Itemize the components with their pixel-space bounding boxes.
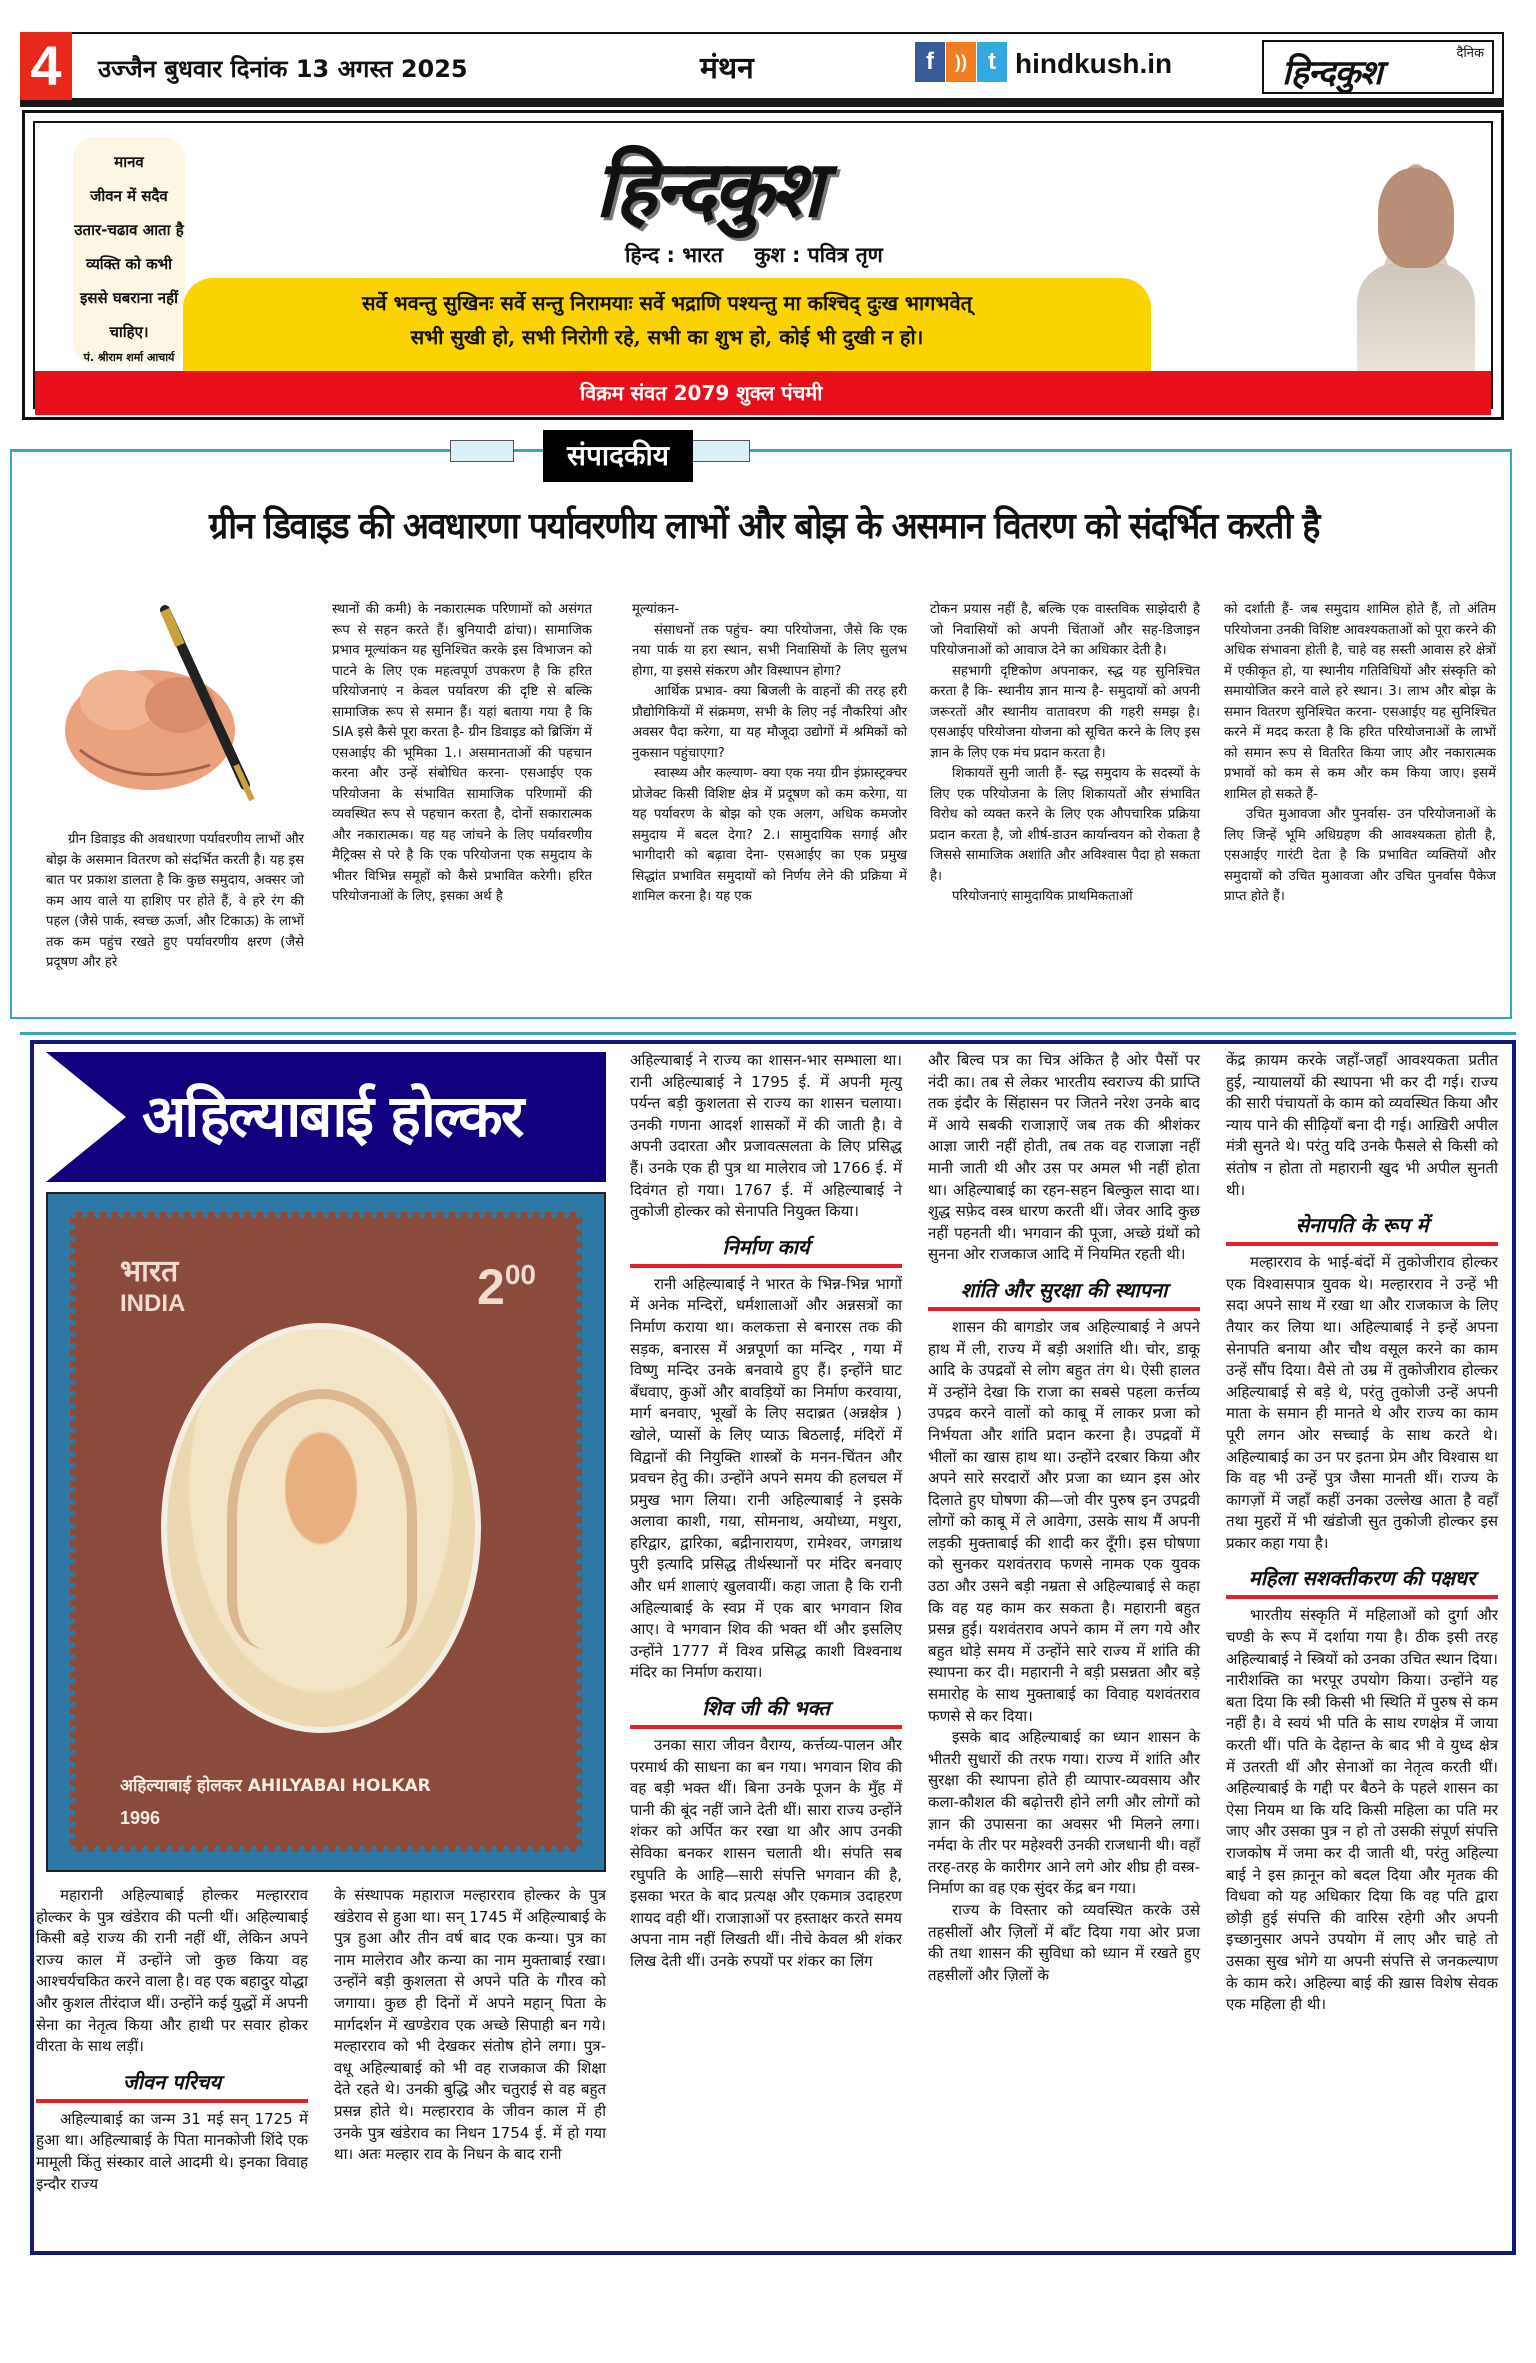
feature-column-5: [1226, 1050, 1498, 2016]
subhead-shanti-suraksha: शांति और सुरक्षा की स्थापना: [928, 1272, 1200, 1311]
quote-author: पं. श्रीराम शर्मा आचार्य: [83, 351, 175, 364]
paragraph: टोकन प्रयास नहीं है, बल्कि एक वास्तविक साझेदारी है जो निवासियों को अपनी चिंताओं और सह-डिजाइन परियोजनाओं को आवाज देने का अधिकार देती है।: [930, 602, 1200, 658]
subhead-mahila-sashaktikaran: महिला सशक्तीकरण की पक्षधर: [1226, 1560, 1498, 1599]
tab-decoration: [686, 440, 750, 462]
paragraph: इसके बाद अहिल्याबाई का ध्यान शासन के भीतरी सुधारों की तरफ गया। राज्य में शांति और सुरक्षा की स्थापना होते ही व्यापार-व्यवसाय और कला-कौशल की बढ़ोत्तरी होने लगी और लोगों को ज्ञान की उपासना का अवसर भी मिलने लगा। नर्मदा के तीर पर महेश्वरी उनकी राजधानी थी। वहाँ तरह-तरह के कारीगर आने लगे ओर शीघ्र ही वस्त्र-निर्माण का वह एक सुंदर केंद्र बन गया।: [928, 1728, 1200, 1898]
stamp-value-paise: 00: [504, 1259, 536, 1290]
rss-icon[interactable]: )): [946, 42, 976, 82]
paragraph: ग्रीन डिवाइड की अवधारणा पर्यावरणीय लाभों और बोझ के असमान वितरण को संदर्भित करती है। यह इस बात पर प्रकाश डालता है कि कुछ समुदाय, अक्सर जो कम आय वाले या हाशिए पर होते हैं, वे हरे रंग की पहल (जैसे पार्क, स्वच्छ ऊर्जा, और टिकाऊ) के लाभों तक कम पहुंच रखते हुए पर्यावरणीय क्षरण (जैसे प्रदूषण और हरे: [46, 832, 304, 970]
paragraph: और बिल्व पत्र का चित्र अंकित है ओर पैसों पर नंदी का। तब से लेकर भारतीय स्वराज्य की प्राप्ति तक इंदौर के सिंहासन पर जितने नरेश उनके बाद में आये सबकी राजाज्ञाऐं जब तक की श्रीशंकर आज्ञा जारी नहीं होती, तब तक वह राजाज्ञा नहीं मानी जाती थी और उस पर अमल भी नहीं होता था। अहिल्याबाई का रहन-सहन बिल्कुल सादा था। शुद्ध सफ़ेद वस्त्र धारण करती थीं। जेवर आदि कुछ नहीं पहनती थी। भगवान की पूजा, अच्छे ग्रंथों को सुनना ओर राजकाज आदि में नियमित रहती थी।: [928, 1051, 1200, 1264]
masthead-logo: हिन्दकुश: [595, 144, 821, 235]
founder-portrait: [1353, 153, 1479, 373]
feature-column-2: [334, 1885, 606, 2166]
quote-line: चाहिए।: [109, 323, 149, 341]
feature-column-4: [928, 1050, 1200, 1986]
portrait-body: [1357, 263, 1475, 371]
portrait-veil: [227, 1389, 417, 1649]
hand-writing-pen-icon: [40, 600, 270, 820]
paragraph: भारतीय संस्कृति में महिलाओं को दुर्गा और चण्डी के रूप में दर्शाया गया है। ठीक इसी तरह अहिल्याबाई ने स्त्रियों को उनका उचित स्थान दिया। नारीशक्ति का भरपूर उपयोग किया। उन्होंने यह बता दिया कि स्त्री किसी भी स्थिति में पुरुष से कम नहीं है। वे स्वयं भी पति के साथ रणक्षेत्र में जाया करती थीं। पति के देहान्त के बाद भी वे युध्द क्षेत्र में उतरती थीं और सेनाओं का नेतृत्व करती थीं। अहिल्याबाई के गद्दी पर बैठने के पहले शासन का ऐसा नियम था कि यदि किसी महिला का पति मर जाए और उसका पुत्र न हो तो उसकी संपूर्ण संपत्ति राजकोष में जमा कर दी जाती थी, परंतु अहिल्या बाई ने इस क़ानून को बदल दिया और मृतक की विधवा को यह अधिकार दिया कि वह पति द्वारा छोड़ी हुई संपत्ति की वारिस रहेगी और अपनी इच्छानुसार अपने उपयोग में लाए और चाहे तो उसका सुख भोगे या अपनी संपत्ति से जनकल्याण के काम करे। अहिल्या बाई की ख़ास विशेष सेवक एक महिला ही थी।: [1226, 1606, 1498, 2014]
paragraph: स्वास्थ्य और कल्याण- क्या एक नया ग्रीन इंफ्रास्ट्रक्चर प्रोजेक्ट किसी विशिष्ट क्षेत्र में प्रदूषण को कम करेगा, या यह पर्यावरण के बोझ को एक अलग, अधिक कमजोर समुदाय में बदल देगा? 2.। सामुदायिक सगाई और भागीदारी को बढ़ावा देना- एसआईए का एक प्रमुख सिद्धांत प्रभावित समुदायों को निर्णय लेने की प्रक्रिया में शामिल करना है। यह एक: [632, 766, 907, 904]
pen-cap: [165, 610, 180, 645]
paragraph: परियोजनाएं सामुदायिक प्राथमिकताओं: [952, 889, 1133, 904]
feature-column-3: [630, 1050, 902, 1973]
tab-decoration: [450, 440, 514, 462]
masthead: [22, 110, 1504, 420]
feature-column-1: [36, 1885, 308, 2195]
postage-stamp: [70, 1212, 582, 1852]
quote-line: मानव: [114, 153, 144, 171]
arrow-icon: [46, 1052, 126, 1182]
quote-line: जीवन में सदैव: [90, 187, 168, 205]
masthead-inner: [33, 121, 1493, 409]
paragraph: मूल्यांकन-: [632, 602, 680, 617]
editorial-column-2: [332, 600, 592, 908]
subhead-jeevan-parichay: जीवन परिचय: [36, 2064, 308, 2103]
stamp-country-english: INDIA: [120, 1290, 186, 1317]
social-links: [915, 42, 1007, 82]
editorial-column-5: [1224, 600, 1496, 908]
portrait-face: [1378, 168, 1454, 268]
stamp-year: 1996: [120, 1808, 161, 1828]
quote-line: उतार-चढाव आता है: [74, 221, 184, 239]
stamp-country-hindi: भारत: [120, 1254, 179, 1289]
paragraph: केंद्र क़ायम करके जहाँ-जहाँ आवश्यकता प्रतीत हुई, न्यायालयों की स्थापना भी कर दी गई। राज्य की सारी पंचायतों के काम को व्यवस्थित किया और न्याय पाने की सीढ़ियाँ बना दी गई। आख़िरी अपील मंत्री सुनते थे। परंतु यदि उनके फैसले से किसी को संतोष न होता तो महारानी खुद भी अपील सुनती थी।: [1226, 1051, 1498, 1199]
paragraph: अहिल्याबाई ने राज्य का शासन-भार सम्भाला था। रानी अहिल्याबाई ने 1795 ई. में अपनी मृत्यु पर्यन्त बड़ी कुशलता से राज्य का शासन चलाया। उनकी गणना आदर्श शासकों में की जाती है। वे अपनी उदारता और प्रजावत्सलता के लिए प्रसिद्ध हैं। उनके एक ही पुत्र था मालेराव जो 1766 ई. में दिवंगत हो गया। 1767 ई. में अहिल्याबाई ने तुकोजी होल्कर को सेनापति नियुक्त किया।: [630, 1051, 902, 1221]
samvat-band: [35, 371, 1491, 415]
editorial-column-3: [632, 600, 907, 908]
dateline: उज्जैन बुधवार दिनांक 13 अगस्त 2025: [98, 55, 468, 83]
shloka-sanskrit: सर्वे भवन्तु सुखिनः सर्वे सन्तु निरामयाः सर्वे भद्राणि पश्यन्तु मा कश्चिद् दुःख भागभवेत्: [361, 291, 973, 315]
header-rule: [20, 98, 1504, 107]
paragraph: महारानी अहिल्याबाई होल्कर मल्हारराव होल्कर के पुत्र खंडेराव की पत्नी थीं। अहिल्याबाई किसी बड़े राज्य की रानी नहीं थीं, लेकिन अपने राज्य काल में उन्होंने जो कुछ किया वह आश्चर्यचकित करने वाला है। वह एक बहादुर योद्धा और कुशल तीरंदाज थीं। उन्होंने कई युद्धों में अपनी सेना का नेतृत्व किया और हाथी पर सवार होकर वीरता के साथ लड़ीं।: [36, 1886, 308, 2056]
twitter-icon[interactable]: t: [977, 42, 1007, 82]
paragraph: राज्य के विस्तार को व्यवस्थित करके उसे तहसीलों और ज़िलों में बाँट दिया गया ओर प्रजा की तथा शासन की सुविधा को ध्यान में रखते हुए तहसीलों और ज़िलों के: [928, 1900, 1200, 1984]
website-link[interactable]: hindkush.in: [1015, 48, 1173, 79]
paragraph: को दर्शाती हैं- जब समुदाय शामिल होते हैं, तो अंतिम परियोजना उनकी विशिष्ट आवश्यकताओं को पूरा करने की अधिक संभावना होती है, चाहे वह सस्ती आवास हरे क्षेत्रों में एकीकृत हो, या स्थानीय गतिविधियों और संस्कृति को समायोजित करने वाले हरे स्थान। 3। लाभ और बोझ के समान वितरण सुनिश्चित करना- एसआईए यह सुनिश्चित करने में मदद करता है कि हरित परियोजनाओं के लाभों को समान रूप से वितरित किया जाए और नकारात्मक प्रभावों को कम से कम और कम किया जाए। इसमें शामिल हो सकते हैं-: [1224, 602, 1496, 802]
paragraph: आर्थिक प्रभाव- क्या बिजली के वाहनों की तरह हरी प्रौद्योगिकियों में संक्रमण, सभी के लिए नई नौकरियां और अवसर पैदा करेगा, या यह मौजूदा उद्योगों में श्रमिकों को नुकसान पहुंचाएगा?: [632, 684, 907, 761]
stamp-value-main: 2: [477, 1259, 505, 1315]
quote-line: व्यक्ति को कभी: [85, 255, 173, 273]
mini-logo: [1262, 40, 1494, 94]
paragraph: उनका सारा जीवन वैराग्य, कर्त्तव्य-पालन और परमार्थ की साधना का बन गया। भगवान शिव की वह बड़ी भक्त थीं। बिना उनके पूजन के मुँह में पानी की बूंद नहीं जाने देती थीं। सारा राज्य उन्होंने शंकर को अर्पित कर रखा था और आप उनकी सेविका बनकर शासन चलाती थी। संपति सब रघुपति के आहि—सारी संपत्ति भगवान की है, इसका भरत के बाद प्रत्यक्ष और एकमात्र उदाहरण शायद वही थीं। राजाज्ञाओं पर हस्ताक्षर करते समय अपना नाम नहीं लिखती थीं। नीचे केवल श्री शंकर लिख देती थीं। उनके रुपयों पर शंकर का लिंग: [630, 1736, 902, 1970]
paragraph: स्थानों की कमी) के नकारात्मक परिणामों को असंगत रूप से सहन करते हैं। बुनियादी ढांचा)। सामाजिक प्रभाव मूल्यांकन यह सुनिश्चित करके इस विभाजन को पाटने के लिए एक महत्वपूर्ण उपकरण है कि हरित परियोजनाएं न केवल पर्यावरण की दृष्टि से बल्कि सामाजिक रूप से समान हैं। यहां बताया गया है कि SIA इसे कैसे पूरा करता है- ग्रीन डिवाइड को ब्रिजिंग में एसआईए की भूमिका 1.। असमानताओं की पहचान करना और उन्हें संबोधित करना- एसआईए एक परियोजना के संभावित सामाजिक परिणामों की व्यवस्थित रूप से पहचान करता है, दोनों सकारात्मक और नकारात्मक। यह यह जांचने के लिए पर्यावरणीय मैट्रिक्स से परे है कि एक परियोजना एक समुदाय के भीतर विभिन्न समूहों को कैसे प्रभावित करेगी। हरित परियोजनाओं के लिए, इसका अर्थ है: [332, 602, 592, 904]
subhead-shiv-bhakt: शिव जी की भक्त: [630, 1690, 902, 1729]
page-number: 4: [20, 32, 72, 100]
paragraph: उचित मुआवजा और पुनर्वास- उन परियोजनाओं के लिए जिन्हें भूमि अधिग्रहण की आवश्यकता होती है, एसआईए गारंटी देता है कि प्रभावित व्यक्तियों और समुदायों को उचित मुआवजा और उचित पुनर्वास पैकेज प्राप्त होते हैं।: [1224, 807, 1496, 904]
feature-title: अहिल्याबाई होल्कर: [142, 1082, 523, 1150]
shloka-band: [183, 278, 1151, 372]
mini-logo-name: हिन्दकुश: [1282, 53, 1382, 93]
editorial-headline: ग्रीन डिवाइड की अवधारणा पर्यावरणीय लाभों और बोझ के असमान वितरण को संदर्भित करती है: [208, 506, 1320, 547]
paragraph: रानी अहिल्याबाई ने भारत के भिन्न-भिन्न भागों में अनेक मन्दिरों, धर्मशालाओं और अन्नसत्रों का निर्माण कराया था। कलकत्ता से बनारस तक की सड़क, बनारस में अन्नपूर्णा का मन्दिर , गया में विष्णु मन्दिर उनके बनवाये हुए हैं। इन्होंने घाट बँधवाए, कुओं और बावड़ियों का निर्माण करवाया, मार्ग बनवाए, भूखों के लिए सदाब्रत (अन्नक्षेत्र ) खोले, प्यासों के लिए प्याऊ बिठलाईं, मंदिरों में विद्वानों की नियुक्ति शास्त्रों के मनन-चिंतन और प्रवचन हेतु की। उन्होंने अपने समय की हलचल में प्रमुख भाग लिया। रानी अहिल्याबाई ने इसके अलावा काशी, गया, सोमनाथ, अयोध्या, मथुरा, हरिद्वार, द्वारिका, बद्रीनारायण, रामेश्वर, जगन्नाथ पुरी इत्यादि प्रसिद्ध तीर्थस्थानों पर मंदिर बनवाए और धर्म शालाएं खुलवायीं। कहा जाता है कि रानी अहिल्याबाई के स्वप्न में एक बार भगवान शिव आए। वे भगवान शिव की भक्त थीं और इसलिए उन्होंने 1777 में विश्व प्रसिद्ध काशी विश्वनाथ मंदिर का निर्माण कराया।: [630, 1274, 902, 1682]
quote-line: इससे घबराना नहीं: [80, 289, 178, 307]
stamp-image: [46, 1192, 606, 1872]
section-name: मंथन: [700, 51, 754, 86]
paragraph: शासन की बागडोर जब अहिल्याबाई ने अपने हाथ में ली, राज्य में बड़ी अशांति थी। चोर, डाकू आदि के उपद्रवों से लोग बहुत तंग थे। ऐसी हालत में उन्होंने देखा कि राजा का सबसे पहला कर्त्तव्य उपद्रव करने वालों को काबू में लाकर प्रजा को निर्भयता और शांति प्रदान करना है। उपद्रवों में भीलों का खास हाथ था। उन्होंने दरबार किया और अपने सारे सरदारों और प्रजा का ध्यान इस ओर दिलाते हुए घोषणा की—जो वीर पुरुष इन उपद्रवी लोगों को काबू में ले आवेगा, उसके साथ मैं अपनी लड़की मुक्ताबाई की शादी कर दूँगी। इस घोषणा को सुनकर यशवंतराव फणसे नामक एक युवक उठा और उसने बड़ी नम्रता से अहिल्याबाई से कहा कि वह यह काम कर सकता है। महारानी बहुत प्रसन्न हुई। यशवंतराव अपने काम में लग गये और बहुत थोड़े समय में उन्होंने सारे राज्य में शांति की स्थापना कर दी। महारानी ने बड़ी प्रसन्नता और बड़े समारोह के साथ मुक्ताबाई का विवाह यशवंतराव फणसे से कर दिया।: [928, 1317, 1200, 1725]
paragraph: शिकायतें सुनी जाती हैं- स्द्ध समुदाय के सदस्यों के लिए एक परियोजना के लिए शिकायतों और संभावित विरोध को व्यक्त करने के लिए एक औपचारिक प्रक्रिया प्रदान करता है, जो शीर्ष-डाउन कार्यान्वयन को रोकता है जिससे सामाजिक अशांति और अविश्वास पैदा हो सकता है।: [930, 766, 1200, 884]
subhead-senapati: सेनापति के रूप में: [1226, 1207, 1498, 1246]
shloka-hindi: सभी सुखी हो, सभी निरोगी रहे, सभी का शुभ हो, कोई भी दुखी न हो।: [410, 325, 924, 349]
subtitle-kush: कुश : पवित्र तृण: [754, 243, 883, 267]
subhead-nirman-karya: निर्माण कार्य: [630, 1229, 902, 1268]
facebook-icon[interactable]: f: [915, 42, 945, 82]
paragraph: संसाधनों तक पहुंच- क्या परियोजना, जैसे कि एक नया पार्क या हरा स्थान, सभी निवासियों के लिए सुलभ होगा, या इससे संकरण और विस्थापन होगा?: [632, 622, 907, 679]
feature-title-banner: [46, 1052, 606, 1182]
editorial-tab: संपादकीय: [543, 430, 693, 482]
samvat-text: विक्रम संवत 2079 शुक्ल पंचमी: [580, 381, 823, 405]
subtitle-hind: हिन्द : भारत: [625, 243, 724, 267]
stamp-caption: अहिल्याबाई होलकर AHILYABAI HOLKAR: [120, 1776, 431, 1796]
quote-box: [73, 137, 185, 365]
editorial-column-4: [930, 600, 1200, 908]
stamp-value: [477, 1258, 536, 1316]
paragraph: अहिल्याबाई का जन्म 31 मई सन् 1725 में हुआ था। अहिल्याबाई के पिता मानकोजी शिंदे एक मामूली किंतु संस्कार वाले आदमी थे। इनका विवाह इन्दौर राज्य: [36, 2109, 308, 2193]
paragraph: के संस्थापक महाराज मल्हारराव होल्कर के पुत्र खंडेराव से हुआ था। सन् 1745 में अहिल्याबाई के पुत्र हुआ और तीन वर्ष बाद एक कन्या। पुत्र का नाम मालेराव और कन्या का नाम मुक्ताबाई रखा। उन्होंने बड़ी कुशलता से अपने पति के गौरव को जगाया। कुछ ही दिनों में अपने महान् पिता के मार्गदर्शन में खण्डेराव एक अच्छे सिपाही बन गये। मल्हारराव को भी देखकर संतोष होने लगा। पुत्र-वधू अहिल्याबाई को भी वह राजकाज की शिक्षा देते रहते थे। उनकी बुद्धि और चतुराई से वह बहुत प्रसन्न होते थे। मल्हारराव के जीवन काल में ही उनके पुत्र खंडेराव का निधन 1754 ई. में हो गया था। अतः मल्हार राव के निधन के बाद रानी: [334, 1886, 606, 2164]
mini-logo-tag: दैनिक: [1456, 46, 1484, 61]
editorial-column-1: [46, 830, 304, 974]
paragraph: सहभागी दृष्टिकोण अपनाकर, स्द्ध यह सुनिश्चित करता है कि- स्थानीय ज्ञान मान्य है- समुदायों को अपनी जरूरतों और स्थानीय वातावरण की गहरी समझ है। एसआईए परियोजना योजना को सूचित करने के लिए इस ज्ञान के लिए एक मंच प्रदान करता है।: [930, 663, 1200, 761]
stamp-portrait: [161, 1323, 481, 1733]
paragraph: मल्हारराव के भाई-बंदों में तुकोजीराव होल्कर एक विश्वासपात्र युवक थे। मल्हारराव ने उन्हें भी सदा अपने साथ में रखा था और राजकाज के लिए तैयार कर लिया था। अहिल्याबाई ने इन्हें अपना सेनापति बनाया और चौथ वसूल करने का काम उन्हें सौंप दिया। वैसे तो उम्र में तुकोजीराव होल्कर अहिल्याबाई से बड़े थे, परंतु तुकोजी उन्हें अपनी माता के समान ही मानते थे और राज्य का काम पूरी लगन ओर सच्चाई के साथ करते थे। अहिल्याबाई का उन पर इतना प्रेम और विश्वास था कि वह भी उन्हें पुत्र जैसा मानती थीं। राज्य के कागज़ों में जहाँ कहीं उनका उल्लेख आता है वहाँ तथा मुहरों में भी खंडोजी सुत तुकोजी होल्कर इस प्रकार कहा गया है।: [1226, 1253, 1498, 1552]
masthead-subtitle: [625, 241, 907, 269]
